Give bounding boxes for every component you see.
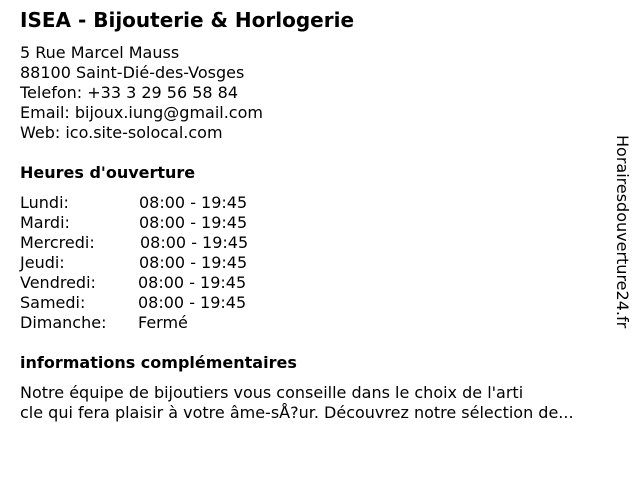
site-watermark [612,135,634,345]
info-line: cle qui fera plaisir à votre âme-sÅ?ur. Découvrez notre sélection de... [20,403,574,422]
hours-table [20,193,280,333]
watermark-text: Horairesdouverture24.fr [613,135,632,329]
hours-row-saturday [20,293,280,313]
hours-row-friday [20,273,280,293]
city-address: 88100 Saint-Dié-des-Vosges [20,63,245,82]
email-address: Email: bijoux.iung@gmail.com [20,103,263,122]
day-label: Lundi: [20,193,69,212]
day-label: Vendredi: [20,273,96,292]
time-value: 08:00 - 19:45 [139,253,248,272]
info-line: Notre équipe de bijoutiers vous conseille dans le choix de l'arti [20,383,524,402]
day-label: Jeudi: [20,253,65,272]
hours-row-sunday [20,313,280,333]
time-value: Fermé [138,313,188,332]
time-value: 08:00 - 19:45 [138,293,247,312]
hours-row-thursday [20,253,280,273]
day-label: Dimanche: [20,313,107,332]
time-value: 08:00 - 19:45 [138,273,247,292]
hours-row-tuesday [20,213,280,233]
day-label: Samedi: [20,293,86,312]
street-address: 5 Rue Marcel Mauss [20,43,180,62]
business-title: ISEA - Bijouterie & Horlogerie [20,8,355,32]
hours-row-wednesday [20,233,280,253]
info-heading: informations complémentaires [20,353,297,372]
time-value: 08:00 - 19:45 [139,213,248,232]
day-label: Mardi: [20,213,70,232]
address-block [20,43,263,143]
day-label: Mercredi: [20,233,95,252]
time-value: 08:00 - 19:45 [140,233,249,252]
info-description [20,383,630,423]
hours-row-monday [20,193,280,213]
hours-heading: Heures d'ouverture [20,163,196,182]
time-value: 08:00 - 19:45 [139,193,248,212]
website: Web: ico.site-solocal.com [20,123,223,142]
phone-number: Telefon: +33 3 29 56 58 84 [20,83,239,102]
